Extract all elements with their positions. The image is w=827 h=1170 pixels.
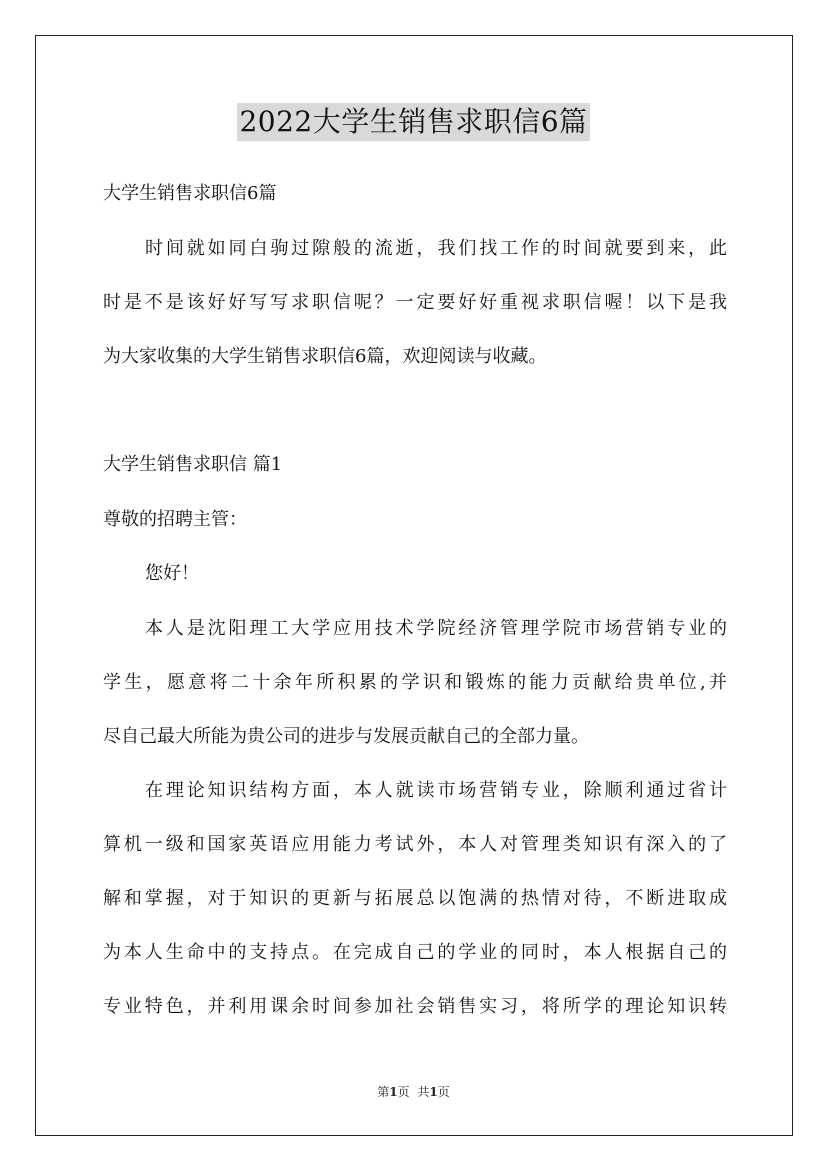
salutation: 尊敬的招聘主管： (103, 509, 247, 530)
footer-total-pages: 1 (429, 1085, 438, 1099)
document-title-text: 2022大学生销售求职信6篇 (237, 103, 589, 141)
page-footer (0, 1083, 827, 1101)
document-title (0, 103, 827, 141)
paragraph1-line-2: 学生，愿意将二十余年所积累的学识和锻炼的能力贡献给贵单位,并 (103, 672, 727, 693)
section-heading: 大学生销售求职信 篇1 (103, 454, 283, 475)
footer-total-suffix: 页 (437, 1085, 450, 1099)
footer-total-prefix: 共 (417, 1085, 430, 1099)
intro-line-3: 为大家收集的大学生销售求职信6篇，欢迎阅读与收藏。 (103, 346, 547, 367)
greeting: 您好！ (145, 563, 199, 584)
paragraph2-line-3: 解和掌握，对于知识的更新与拓展总以饱满的热情对待，不断进取成 (103, 888, 727, 909)
paragraph2-line-1: 在理论知识结构方面，本人就读市场营销专业，除顺利通过省计 (145, 780, 727, 801)
subtitle: 大学生销售求职信6篇 (103, 183, 277, 204)
paragraph2-line-2: 算机一级和国家英语应用能力考试外，本人对管理类知识有深入的了 (103, 834, 727, 855)
footer-page-prefix: 第 (377, 1085, 390, 1099)
paragraph1-line-1: 本人是沈阳理工大学应用技术学院经济管理学院市场营销专业的 (145, 618, 727, 639)
paragraph2-line-4: 为本人生命中的支持点。在完成自己的学业的同时，本人根据自己的 (103, 942, 727, 963)
paragraph2-line-5: 专业特色，并利用课余时间参加社会销售实习，将所学的理论知识转 (103, 996, 727, 1017)
intro-line-1: 时间就如同白驹过隙般的流逝，我们找工作的时间就要到来，此 (145, 238, 727, 259)
intro-line-2: 时是不是该好好写写求职信呢？一定要好好重视求职信喔！以下是我 (103, 292, 727, 313)
footer-page-number: 1 (389, 1085, 398, 1099)
footer-page-suffix: 页 (397, 1085, 410, 1099)
paragraph1-line-3: 尽自己最大所能为贵公司的进步与发展贡献自己的全部力量。 (103, 726, 589, 747)
